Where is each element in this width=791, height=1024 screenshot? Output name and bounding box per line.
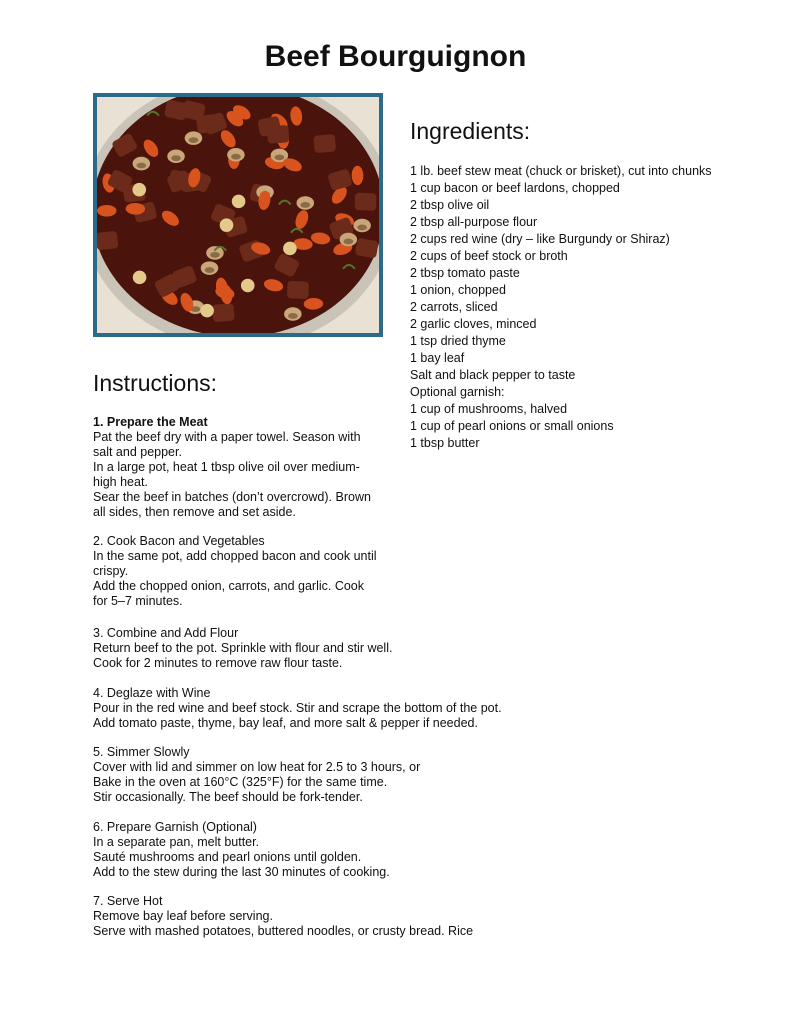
step-line: Sear the beef in batches (don’t overcrowd). Brown	[93, 490, 371, 504]
ingredient-item: 1 tsp dried thyme	[410, 334, 506, 348]
step-title: 2. Cook Bacon and Vegetables	[93, 534, 265, 548]
step-line: Cook for 2 minutes to remove raw flour taste.	[93, 656, 343, 670]
ingredient-item: 2 cups red wine (dry – like Burgundy or Shiraz)	[410, 232, 670, 246]
ingredient-item: 1 cup of pearl onions or small onions	[410, 419, 614, 433]
instructions-heading: Instructions:	[93, 370, 217, 396]
instruction-step	[93, 820, 613, 880]
step-title: 4. Deglaze with Wine	[93, 686, 211, 700]
ingredient-item: 2 tbsp tomato paste	[410, 266, 520, 280]
step-title: 6. Prepare Garnish (Optional)	[93, 820, 257, 834]
ingredient-item: 2 cups of beef stock or broth	[410, 249, 568, 263]
instruction-step	[93, 534, 613, 609]
ingredient-item: Optional garnish:	[410, 385, 505, 399]
step-line: Serve with mashed potatoes, buttered noodles, or crusty bread. Rice	[93, 924, 474, 938]
step-line: salt and pepper.	[93, 445, 182, 459]
ingredient-item: 2 tbsp olive oil	[410, 198, 490, 212]
step-line: Bake in the oven at 160°C (325°F) for the same time.	[93, 775, 388, 789]
recipe-title: Beef Bourguignon	[264, 40, 527, 73]
step-title: 7. Serve Hot	[93, 894, 163, 908]
ingredients-heading: Ingredients:	[410, 118, 531, 144]
step-line: for 5–7 minutes.	[93, 594, 183, 608]
step-title: 3. Combine and Add Flour	[93, 626, 239, 640]
stew-illustration	[97, 97, 379, 333]
ingredient-item: 1 bay leaf	[410, 351, 465, 365]
step-line: Pat the beef dry with a paper towel. Season with	[93, 430, 361, 444]
stew-photo	[93, 93, 383, 337]
step-line: In a large pot, heat 1 tbsp olive oil over medium-	[93, 460, 360, 474]
ingredient-item: 2 garlic cloves, minced	[410, 317, 537, 331]
step-line: Add tomato paste, thyme, bay leaf, and more salt & pepper if needed.	[93, 716, 478, 730]
ingredient-item: 1 cup of mushrooms, halved	[410, 402, 568, 416]
instruction-step	[93, 894, 613, 939]
ingredient-item: 1 tbsp butter	[410, 436, 480, 450]
step-line: In the same pot, add chopped bacon and cook until	[93, 549, 377, 563]
step-line: Stir occasionally. The beef should be fork-tender.	[93, 790, 363, 804]
instruction-step	[93, 686, 613, 731]
ingredient-item: Salt and black pepper to taste	[410, 368, 576, 382]
ingredient-item: 2 tbsp all-purpose flour	[410, 215, 538, 229]
step-line: Remove bay leaf before serving.	[93, 909, 273, 923]
step-title: 1. Prepare the Meat	[93, 415, 208, 429]
step-title: 5. Simmer Slowly	[93, 745, 190, 759]
ingredients-list	[410, 163, 770, 452]
step-line: Add the chopped onion, carrots, and garlic. Cook	[93, 579, 365, 593]
step-line: Return beef to the pot. Sprinkle with flour and stir well.	[93, 641, 393, 655]
ingredient-item: 1 lb. beef stew meat (chuck or brisket), cut into chunks	[410, 164, 712, 178]
step-line: Cover with lid and simmer on low heat for 2.5 to 3 hours, or	[93, 760, 421, 774]
instruction-step	[93, 626, 613, 671]
step-line: Pour in the red wine and beef stock. Stir and scrape the bottom of the pot.	[93, 701, 502, 715]
instruction-step	[93, 745, 613, 805]
step-line: high heat.	[93, 475, 148, 489]
step-line: crispy.	[93, 564, 129, 578]
instruction-step	[93, 415, 613, 520]
ingredient-item: 1 cup bacon or beef lardons, chopped	[410, 181, 620, 195]
step-line: Sauté mushrooms and pearl onions until golden.	[93, 850, 362, 864]
step-line: Add to the stew during the last 30 minutes of cooking.	[93, 865, 390, 879]
ingredient-item: 1 onion, chopped	[410, 283, 506, 297]
step-line: all sides, then remove and set aside.	[93, 505, 296, 519]
step-line: In a separate pan, melt butter.	[93, 835, 260, 849]
ingredient-item: 2 carrots, sliced	[410, 300, 498, 314]
